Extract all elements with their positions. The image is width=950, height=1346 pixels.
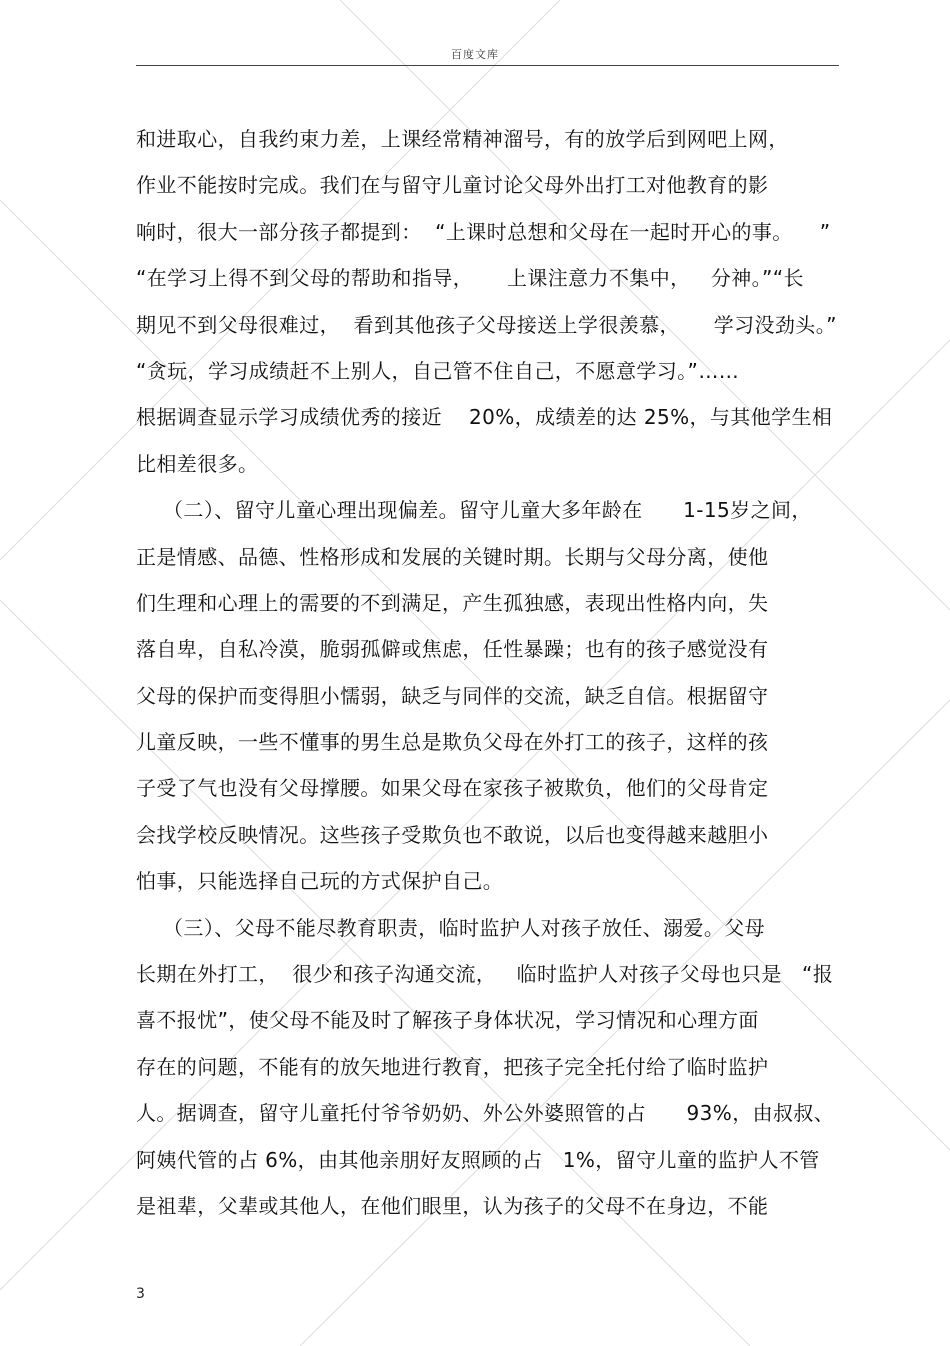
text-line: 子受了气也没有父母撑腰。如果父母在家孩子被欺负，他们的父母肯定	[136, 776, 769, 801]
text-line: 儿童反映，一些不懂事的男生总是欺负父母在外打工的孩子，这样的孩	[136, 730, 769, 755]
text-line: 存在的问题，不能有的放矢地进行教育，把孩子完全托付给了临时监护	[136, 1054, 769, 1079]
page-number: 3	[136, 1286, 145, 1302]
text-line: 会找学校反映情况。这些孩子受欺负也不敢说，以后也变得越来越胆小	[136, 822, 769, 847]
text-line: 根据调查显示学习成绩优秀的接近 20%，成绩差的达 25%，与其他学生相	[136, 405, 833, 430]
text-line: 是祖辈，父辈或其他人，在他们眼里，认为孩子的父母不在身边，不能	[136, 1193, 769, 1218]
text-line: 怕事，只能选择自己玩的方式保护自己。	[136, 869, 504, 894]
text-line: 作业不能按时完成。我们在与留守儿童讨论父母外出打工对他教育的影	[136, 173, 769, 198]
text-line: 期见不到父母很难过， 看到其他孩子父母接送上学很羡慕， 学习没劲头。”	[136, 312, 837, 337]
document-body	[136, 116, 846, 1229]
text-line: 们生理和心理上的需要的不到满足，产生孤独感，表现出性格内向，失	[136, 590, 769, 615]
text-line: （三）、父母不能尽教育职责，临时监护人对孩子放任、溺爱。父母	[136, 915, 766, 940]
text-line: 阿姨代管的占 6%，由其他亲朋好友照顾的占 1%，留守儿童的监护人不管	[136, 1147, 820, 1172]
text-line: “在学习上得不到父母的帮助和指导， 上课注意力不集中， 分神。”“长	[136, 266, 804, 291]
text-line: 比相差很多。	[136, 451, 259, 476]
text-line: 正是情感、品德、性格形成和发展的关键时期。长期与父母分离，使他	[136, 544, 769, 569]
text-line: 父母的保护而变得胆小懦弱，缺乏与同伴的交流，缺乏自信。根据留守	[136, 683, 769, 708]
text-line: 落自卑，自私冷漠，脆弱孤僻或焦虑，任性暴躁；也有的孩子感觉没有	[136, 637, 769, 662]
text-line: 长期在外打工， 很少和孩子沟通交流， 临时监护人对孩子父母也只是 “报	[136, 962, 834, 987]
page-header-title: 百度文库	[451, 48, 499, 61]
text-line: 响时，很大一部分孩子都提到： “上课时总想和父母在一起时开心的事。 ”	[136, 219, 831, 244]
text-line: 喜不报忧”，使父母不能及时了解孩子身体状况，学习情况和心理方面	[136, 1008, 759, 1033]
text-line: “贪玩，学习成绩赶不上别人，自己管不住自己，不愿意学习。”……	[136, 358, 740, 383]
text-line: 人。据调查，留守儿童托付爷爷奶奶、外公外婆照管的占 93%，由叔叔、	[136, 1101, 835, 1126]
text-line: （二）、留守儿童心理出现偏差。留守儿童大多年龄在 1-15岁之间，	[136, 498, 812, 523]
text-line: 和进取心，自我约束力差，上课经常精神溜号，有的放学后到网吧上网，	[136, 127, 789, 151]
header-divider	[136, 65, 839, 66]
